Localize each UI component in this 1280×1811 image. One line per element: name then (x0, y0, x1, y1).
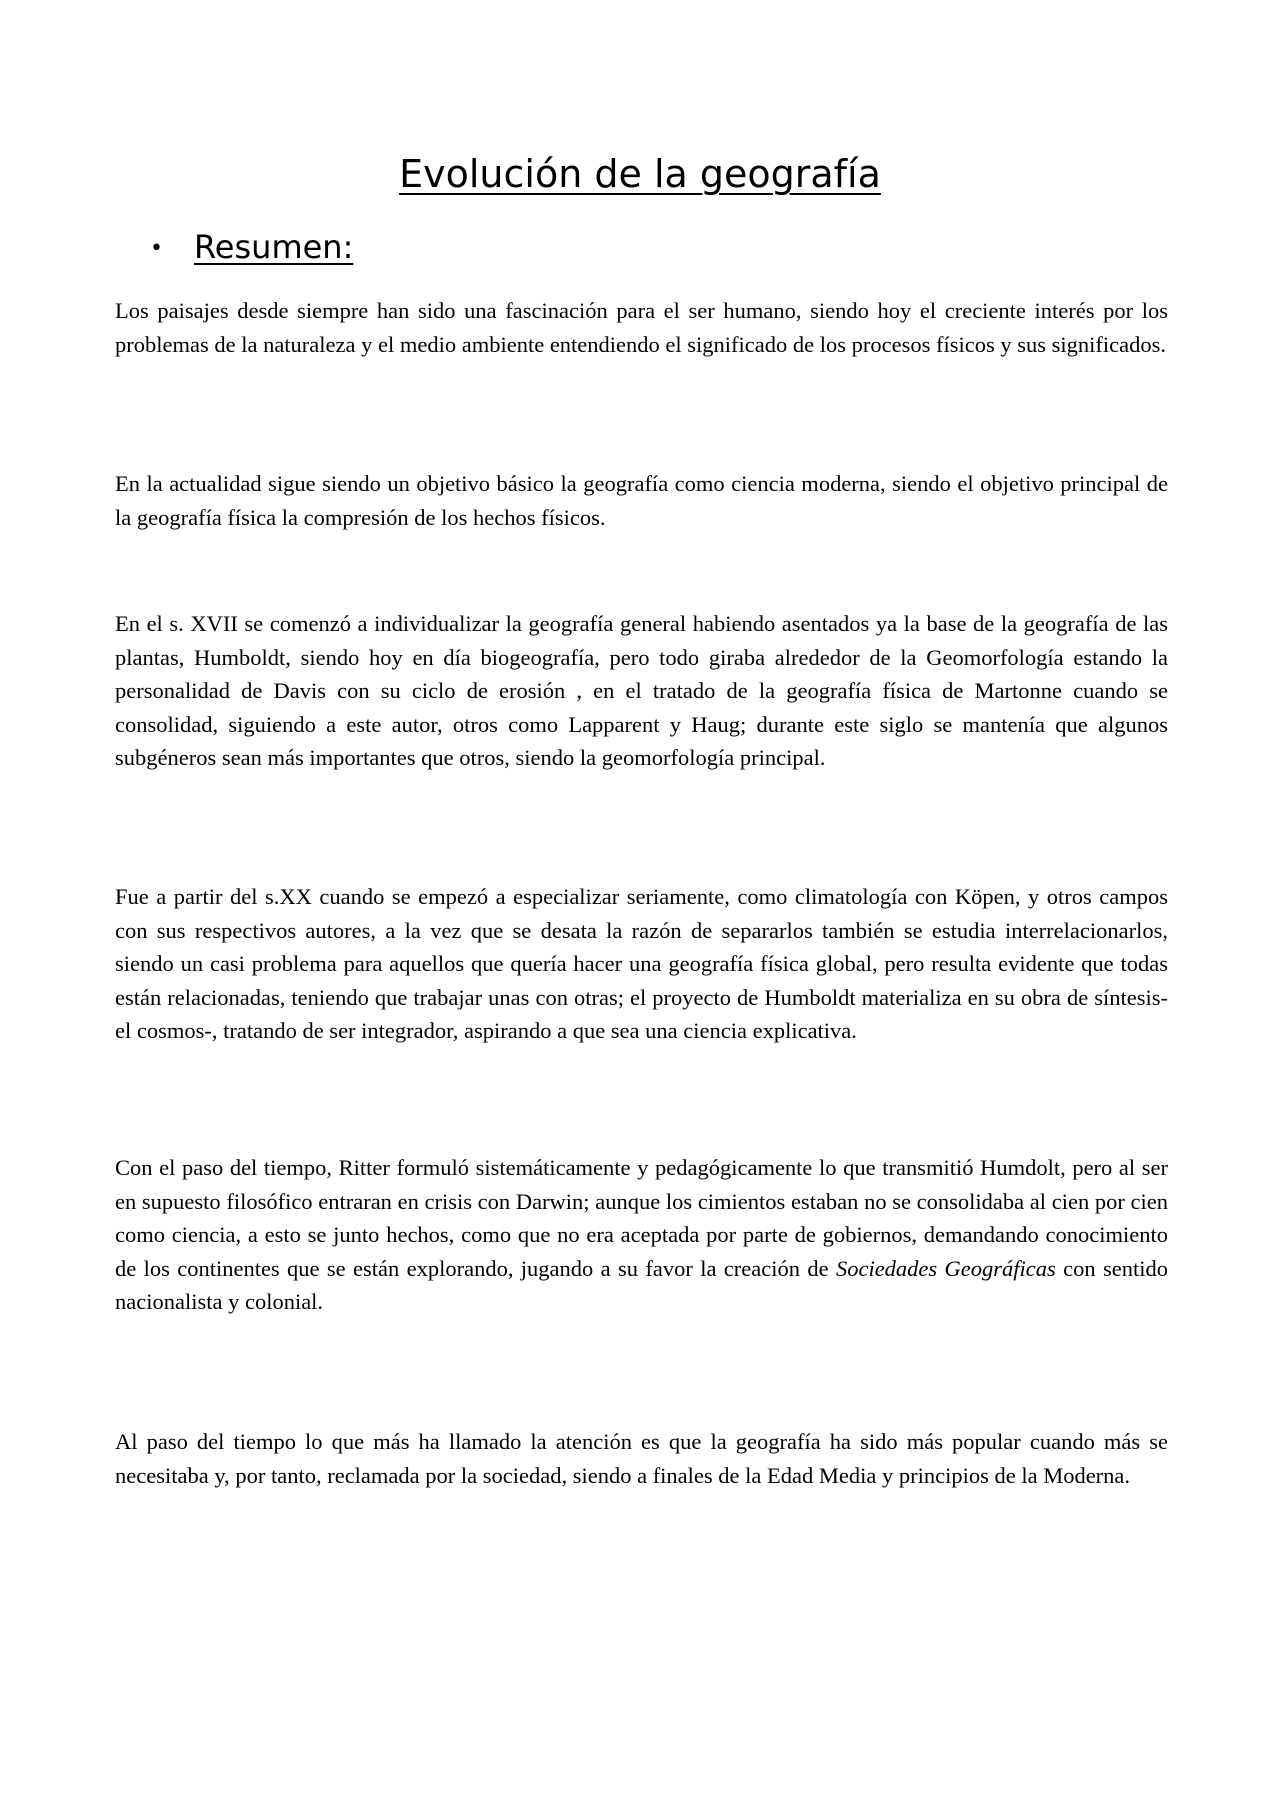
paragraph-6: Al paso del tiempo lo que más ha llamado la atención es que la geografía ha sido más popular cuando más se necesitaba y, por tanto, reclamada por la sociedad, siendo a finales de la Edad Media y principios de la Moderna. (115, 1429, 1168, 1488)
paragraph-1: Los paisajes desde siempre han sido una fascinación para el ser humano, siendo hoy el creciente interés por los problemas de la naturaleza y el medio ambiente entendiendo el significado de los procesos físicos y sus significados. (115, 298, 1168, 357)
paragraph-5-text-after: con sentido nacionalista y colonial. (115, 1255, 1168, 1314)
paragraph-3: En el s. XVII se comenzó a individualizar la geografía general habiendo asentados ya la base de la geografía de las plantas, Humboldt, siendo hoy en día biogeografía, pero todo giraba alrededor de la Geomorfología estando la personalidad de Davis con su ciclo de erosión , en el tratado de la geografía física de Martonne cuando se consolidad, siguiendo a este autor, otros como Lapparent y Haug; durante este siglo se mantenía que algunos subgéneros sean más importantes que otros, siendo la geomorfología principal. (115, 611, 1168, 770)
document-title-text: Evolución de la geografía (399, 152, 881, 196)
section-heading (150, 227, 353, 269)
paragraph-5-emphasis: Sociedades Geográficas (835, 1255, 1056, 1281)
paragraph-5-text-before: Con el paso del tiempo, Ritter formuló sistemáticamente y pedagógicamente lo que transmitió Humdolt, pero al ser en supuesto filosófico entraran en crisis con Darwin; aunque los cimientos estaban no se consolidaba al cien por cien como ciencia, a esto se junto hechos, como que no era aceptada por parte de gobiernos, demandando conocimiento de los continentes que se están explorando, jugando a su favor la creación de (115, 1155, 1168, 1281)
paragraph-4: Fue a partir del s.XX cuando se empezó a especializar seriamente, como climatología con Köpen, y otros campos con sus respectivos autores, a la vez que se desata la razón de separarlos también se estudia interrelacionarlos, siendo un casi problema para aquellos que quería hacer una geografía física global, pero resulta evidente que todas están relacionadas, teniendo que trabajar unas con otras; el proyecto de Humboldt materializa en su obra de síntesis-el cosmos-, tratando de ser integrador, aspirando a que sea una ciencia explicativa. (115, 884, 1168, 1043)
paragraph-5 (115, 1151, 1168, 1319)
bullet-icon: • (150, 236, 163, 261)
paragraph-2: En la actualidad sigue siendo un objetivo básico la geografía como ciencia moderna, siendo el objetivo principal de la geografía física la compresión de los hechos físicos. (115, 471, 1168, 530)
section-heading-label: Resumen: (194, 228, 354, 266)
document-title (0, 150, 1280, 198)
